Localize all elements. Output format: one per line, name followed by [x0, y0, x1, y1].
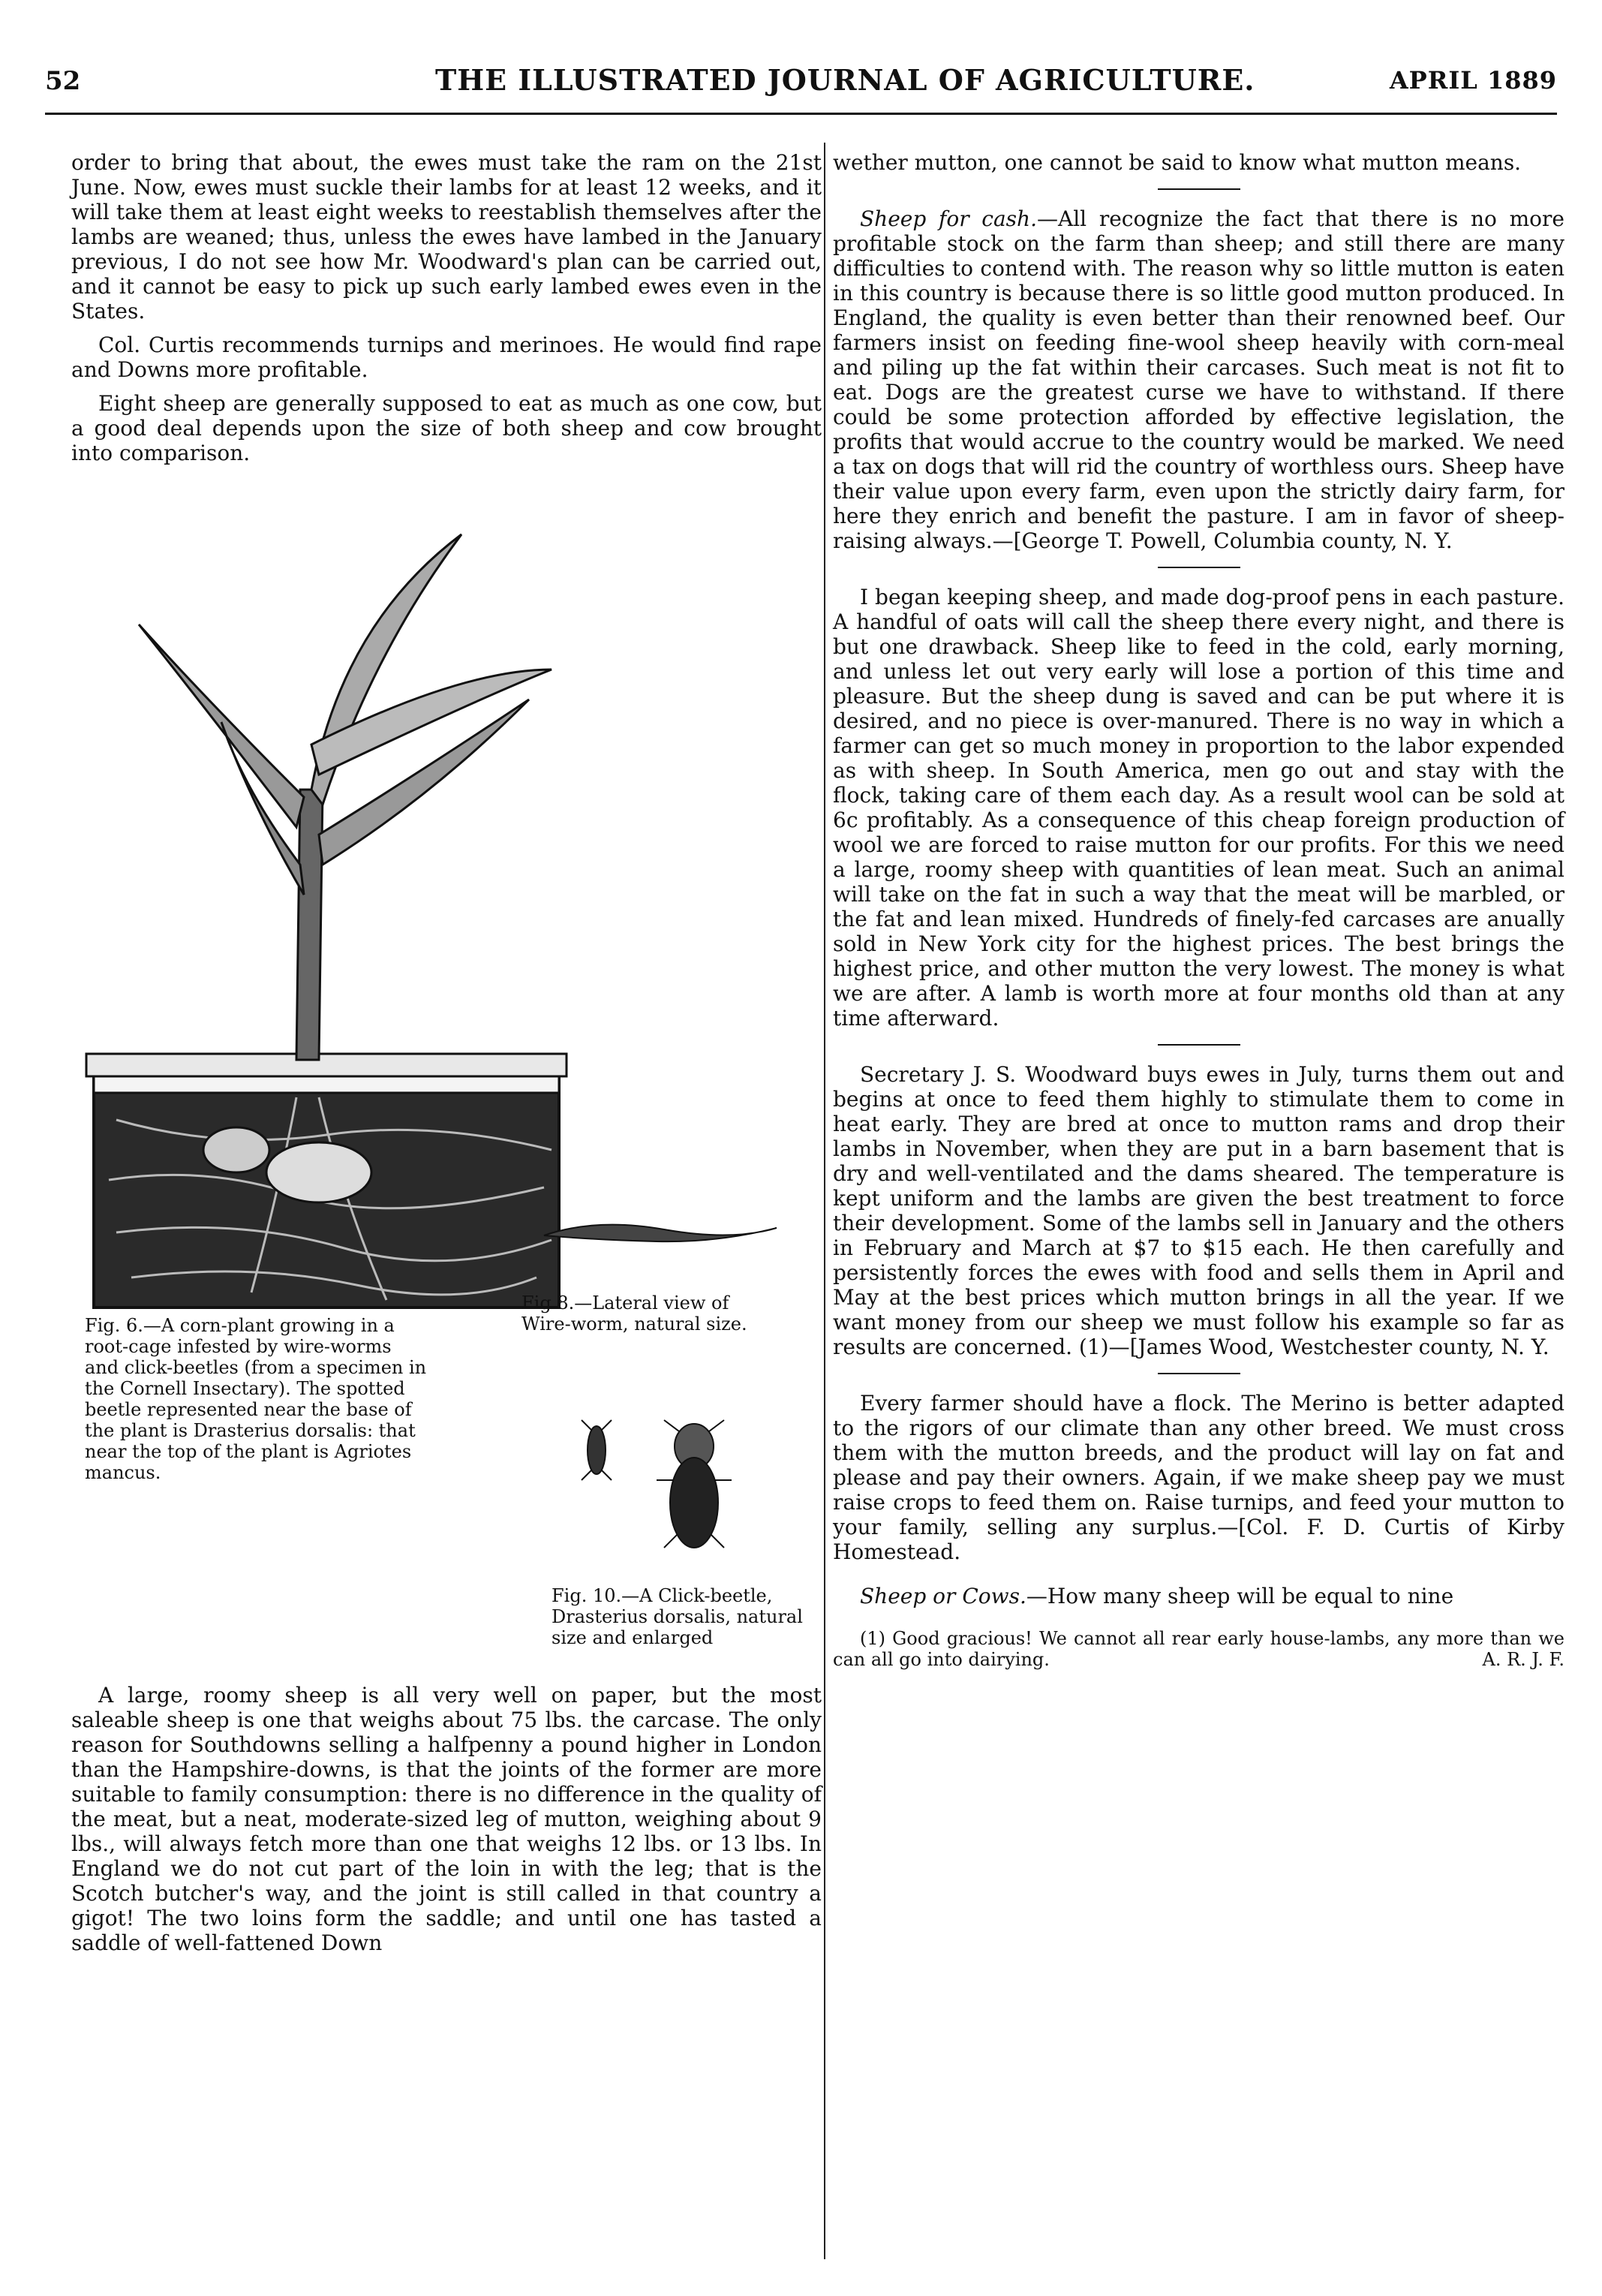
column-divider	[824, 143, 825, 2259]
page-number: 52	[45, 66, 81, 96]
sheep-or-cows-section	[833, 1584, 1564, 1608]
sheep-for-cash-text: —All recognize the fact that there is no more profitable stock on the farm than sheep; and still there are many difficulties to contend with. The reason why so little mutton is eaten in this country is because there is so little good mutton produced. In England, the quality is even better than their renowned beef. Our farmers insist on feeding fine-wool sheep heavily with corn-meal and piling up the fat within their carcases. Such meat is not fit to eat. Dogs are the greatest curse we have to withstand. If there could be some protection afforded by effective legislation, the profits that would accrue to the country would be marked. We need a tax on dogs that will rid the country of worthless ours. Sheep have their value upon every farm, even upon the strictly dairy farm, for here they enrich and benefit the pasture. I am in favor of sheep-raising always.—[George T. Powell, Columbia county, N. Y.	[833, 206, 1564, 553]
wire-worm-engraving-icon	[537, 1210, 784, 1255]
figure-group	[71, 474, 822, 1648]
section-rule	[1158, 567, 1240, 568]
right-paragraph-2: I began keeping sheep, and made dog-proof pens in each pasture. A handful of oats will call the sheep there every night, and there is but one drawback. Sheep like to feed in the cold, early morning, and unless let out very early will lose a portion of this time and pleasure. But the sheep dung is saved and can be put where it is desired, and no piece is over-manured. There is no way in which a farmer can get so much money in proportion to the labor expended as with sheep. In South America, men go out and stay with the flock, taking care of them each day. As a result wool can be sold at 6c profitably. As a consequence of this cheap foreign production of wool we are forced to raise mutton for our profits. For this we need a large, roomy sheep with quantities of lean meat. Such an animal will take on the fat in such a way that the meat will be marbled, or the fat and lean mixed. Hundreds of finely-fed carcases are anually sold in New York city for the highest prices. The best brings the highest price, and other mutton the very lowest. The money is what we are after. A lamb is worth more at four months old than at any time afterward.	[833, 585, 1564, 1031]
section-rule	[1158, 188, 1240, 190]
journal-title: THE ILLUSTRATED JOURNAL OF AGRICULTURE.	[435, 63, 1255, 97]
right-paragraph-1: wether mutton, one cannot be said to know what mutton means.	[833, 150, 1522, 175]
footnote-signature: A. R. J. F.	[1482, 1649, 1564, 1670]
right-column	[833, 150, 1564, 1679]
page-header	[45, 60, 1557, 115]
section-rule	[1158, 1373, 1240, 1374]
section-rule	[1158, 1044, 1240, 1046]
left-paragraph-3: Eight sheep are generally supposed to eat as much as one cow, but a good deal depends upon the size of both sheep and cow brought into comparison.	[71, 391, 822, 465]
footnote	[833, 1628, 1564, 1670]
issue-date: APRIL 1889	[1389, 66, 1557, 95]
sheep-for-cash-section	[833, 206, 1564, 553]
figure-6-caption: Fig. 6.—A corn-plant growing in a root-cage infested by wire-worms and click-beetles (from a specimen in the Cornell Insectary). The spotted beetle represented near the base of the plant is Drasterius dorsalis: that near the top of the plant is Agriotes mancus.	[85, 1315, 427, 1483]
left-column	[71, 150, 822, 1964]
footnote-text: (1) Good gracious! We cannot all rear early house-lambs, any more than we can all go into dairying.	[833, 1628, 1564, 1670]
left-paragraph-1: order to bring that about, the ewes must take the ram on the 21st June. Now, ewes must suckle their lambs for at least 12 weeks, and it will take them at least eight weeks to reestablish themselves after the lambs are weaned; thus, unless the ewes have lambed in the January previous, I do not see how Mr. Woodward's plan can be carried out, and it cannot be easy to pick up such early lambed ewes even in the States.	[71, 150, 822, 323]
right-paragraph-4: Every farmer should have a flock. The Merino is better adapted to the rigors of our climate than any other breed. We must cross them with the mutton breeds, and the product will lay on fat and please and pay their owners. Again, if we make sheep pay we must raise crops to feed them on. Raise turnips, and feed your mutton to your family, selling any surplus.—[Col. F. D. Curtis of Kirby Homestead.	[833, 1391, 1564, 1564]
right-paragraph-3: Secretary J. S. Woodward buys ewes in July, turns them out and begins at once to feed them highly to stimulate them to come in heat early. They are bred at once to mutton rams and drop their lambs in November, when they are put in a barn basement that is dry and well-ventilated and the dams sheared. The temperature is kept uniform and the lambs are given the best treatment to force their development. Some of the lambs sell in January and the others in February and March at $7 to $15 each. He then carefully and persistently forces the ewes with food and sells them in April and May at the best prices which mutton brings in all the year. If we want money from our sheep we must follow his example so far as results are concerned. (1)—[James Wood, Westchester county, N. Y.	[833, 1062, 1564, 1359]
left-paragraph-4: A large, roomy sheep is all very well on paper, but the most saleable sheep is one that weighs about 75 lbs. the carcase. The only reason for Southdowns selling a halfpenny a pound higher in London than the Hampshire-downs, is that the joints of the former are more suitable to family consumption: there is no difference in the quality of the meat, but a neat, moderate-sized leg of mutton, weighing about 9 lbs., will always fetch more than one that weighs 12 lbs. or 13 lbs. In England we do not cut part of the loin in with the leg; that is the Scotch butcher's way, and the joint is still called in that country a gigot! The two loins form the saddle; and until one has tasted a saddle of well-fattened Down	[71, 1683, 822, 1955]
click-beetle-engraving-icon	[567, 1390, 762, 1570]
sheep-or-cows-text: —How many sheep will be equal to nine	[1026, 1584, 1454, 1608]
left-paragraph-2: Col. Curtis recommends turnips and merinoes. He would find rape and Downs more profitable.	[71, 333, 822, 382]
figure-10-caption: Fig. 10.—A Click-beetle, Drasterius dorsalis, natural size and enlarged	[552, 1585, 803, 1648]
sheep-or-cows-heading: Sheep or Cows.	[860, 1584, 1026, 1608]
sheep-for-cash-heading: Sheep for cash.	[860, 206, 1037, 231]
figure-8-caption: Fig 8.—Lateral view of Wire-worm, natural size.	[521, 1292, 747, 1335]
